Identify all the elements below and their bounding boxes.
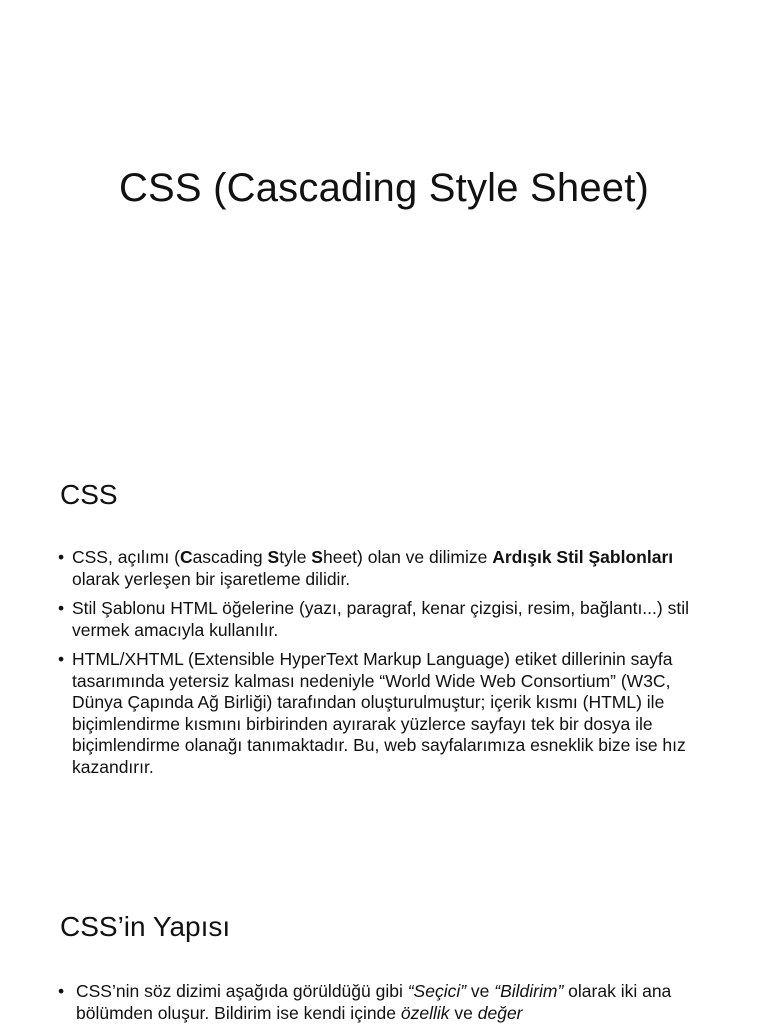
- bullet-list: [58, 547, 718, 786]
- slide-heading: CSS: [60, 479, 118, 510]
- bullet-item: • CSS’nin söz dizimi aşağıda görüldüğü gibi “Seçici” ve “Bildirim” olarak iki ana bölümden oluşur. Bildirim ise kendi içinde özellik ve değer: [58, 981, 672, 1023]
- css-slide: [0, 455, 768, 885]
- title-slide: [0, 0, 768, 432]
- bullet-icon: •: [58, 649, 65, 669]
- bullet-list: [58, 981, 718, 1024]
- bullet-item: • Stil Şablonu HTML öğelerine (yazı, paragraf, kenar çizgisi, resim, bağlantı...) stil vermek amacıyla kullanılır.: [58, 598, 689, 640]
- slide-heading: CSS’in Yapısı: [60, 911, 231, 942]
- bullet-icon: •: [58, 981, 65, 1001]
- slide-title: CSS (Cascading Style Sheet): [118, 166, 650, 210]
- bullet-icon: •: [58, 598, 65, 618]
- css-structure-slide: [0, 905, 768, 1024]
- bullet-icon: •: [58, 547, 65, 567]
- bullet-item: • CSS, açılımı (Cascading Style Sheet) olan ve dilimize Ardışık Stil Şablonları olarak yerleşen bir işaretleme dilidir.: [58, 547, 674, 589]
- bullet-item: • HTML/XHTML (Extensible HyperText Markup Language) etiket dillerinin sayfa tasarımında yetersiz kalması nedeniyle “World Wide Web Consortium” (W3C, Dünya Çapında Ağ Birliği) tarafından oluşturulmuştur; içerik kısmı (HTML) ile biçimlendirme kısmını birbirinden ayırarak yüzlerce sayfayı tek bir dosya ile biçimlendirme olanağı tanımaktadır. Bu, web sayfalarımıza esneklik bize ise hız kazandırır.: [58, 649, 686, 777]
